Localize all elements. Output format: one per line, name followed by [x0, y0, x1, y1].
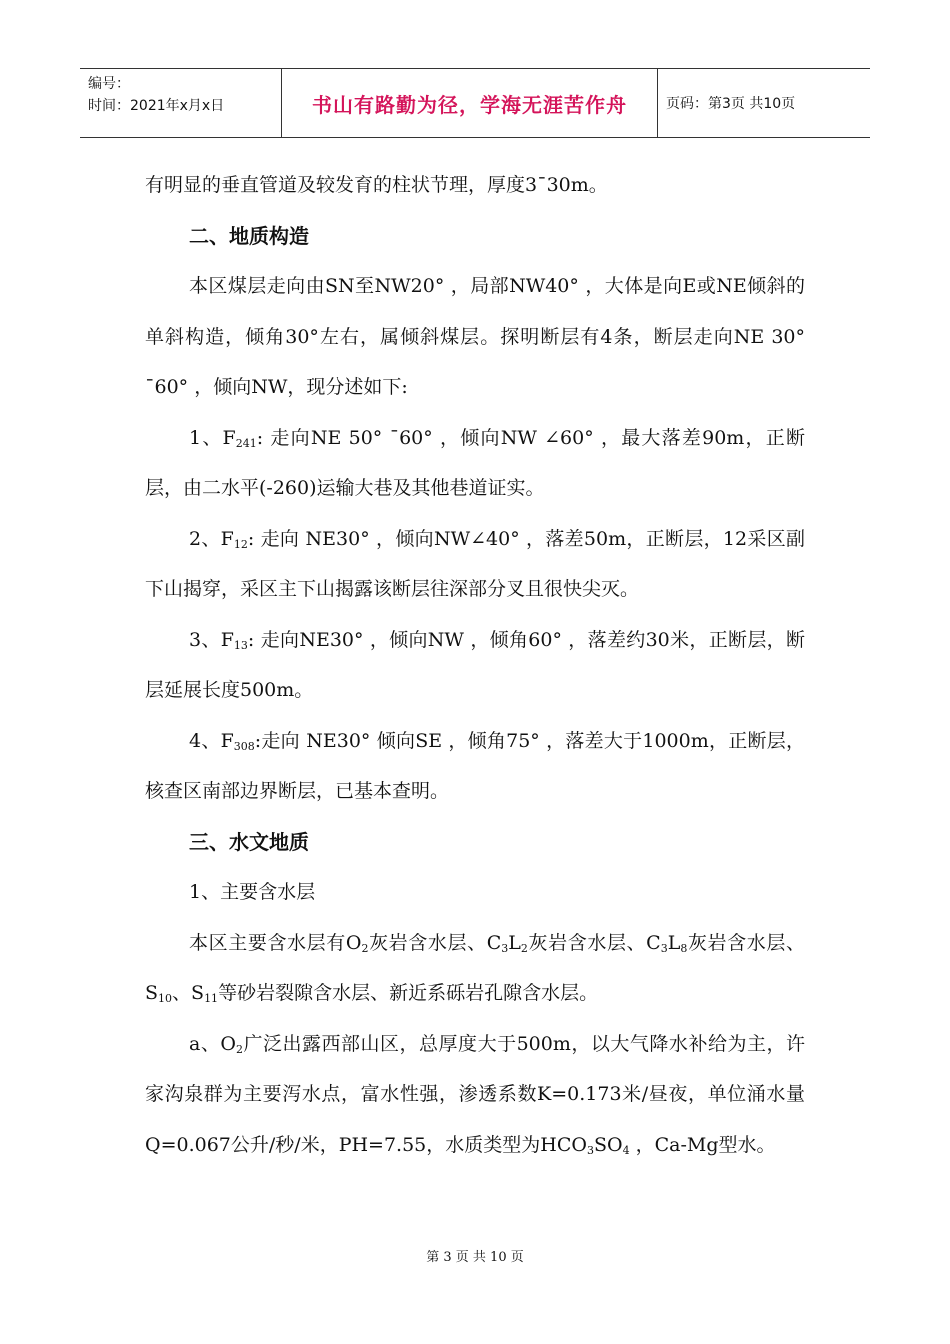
- paragraph-aquifers: 本区主要含水层有$O_2$灰岩含水层、$C_3L_2$灰岩含水层、$C_3L_8$灰岩含水层、$S_{10}$、$S_{11}$等砂岩裂隙含水层、新近系砾岩孔隙含水层。: [145, 931, 805, 1005]
- document-body: [145, 160, 805, 1170]
- fault-item-f13: 3、$F_{13}$: 走向NE30° ，倾向NW ，倾角60° ，落差约30米，正断层，断层延展长度500m。: [145, 628, 805, 701]
- subheading-aquifers: 1、主要含水层: [189, 881, 316, 903]
- fault-item-f241: 1、$F_{241}$: 走向NE 50° ¯60° ，倾向NW ∠60° ，最大落差90m，正断层，由二水平(-260)运输大巷及其他巷道证实。: [145, 426, 805, 499]
- doc-number-label: 编号：: [88, 76, 130, 92]
- fault-item-f12: 2、$F_{12}$: 走向 NE30° ，倾向NW∠40° ，落差50m，正断层，12采区副下山揭穿，采区主下山揭露该断层往深部分叉且很快尖灭。: [145, 527, 805, 600]
- header-motto: 书山有路勤为径，学海无涯苦作舟: [282, 69, 658, 137]
- fault-item-f308: 4、$F_{308}$:走向 NE30° 倾向SE ，倾角75° ，落差大于1000m，正断层，核查区南部边界断层，已基本查明。: [145, 729, 805, 802]
- heading-hydrogeology: 三、水文地质: [189, 829, 309, 854]
- page-header: [80, 68, 870, 138]
- header-page-label: 页码：第3页 共10页: [666, 96, 796, 112]
- doc-time-label: 时间：2021年x月x日: [88, 98, 225, 114]
- paragraph-intro: 有明显的垂直管道及较发育的柱状节理，厚度3¯30m。: [145, 174, 608, 196]
- paragraph-aquifer-o2: a、$O_2$广泛出露西部山区，总厚度大于500m，以大气降水补给为主，许家沟泉群为主要泻水点，富水性强，渗透系数K=0.173米/昼夜，单位涌水量Q=0.067公升/秒/米，PH=7.55，水质类型为$HCO_3SO_4$ ，Ca-Mg型水。: [145, 1032, 805, 1157]
- header-meta: [80, 69, 282, 137]
- paragraph-structure: 本区煤层走向由SN至NW20° ，局部NW40° ，大体是向E或NE倾斜的单斜构造，倾角30°左右，属倾斜煤层。探明断层有4条，断层走向NE 30° ¯60° ，倾向NW，现分述如下:: [145, 275, 805, 398]
- page-footer: 第 3 页 共 10 页: [426, 1250, 524, 1265]
- heading-geologic-structure: 二、地质构造: [189, 223, 309, 248]
